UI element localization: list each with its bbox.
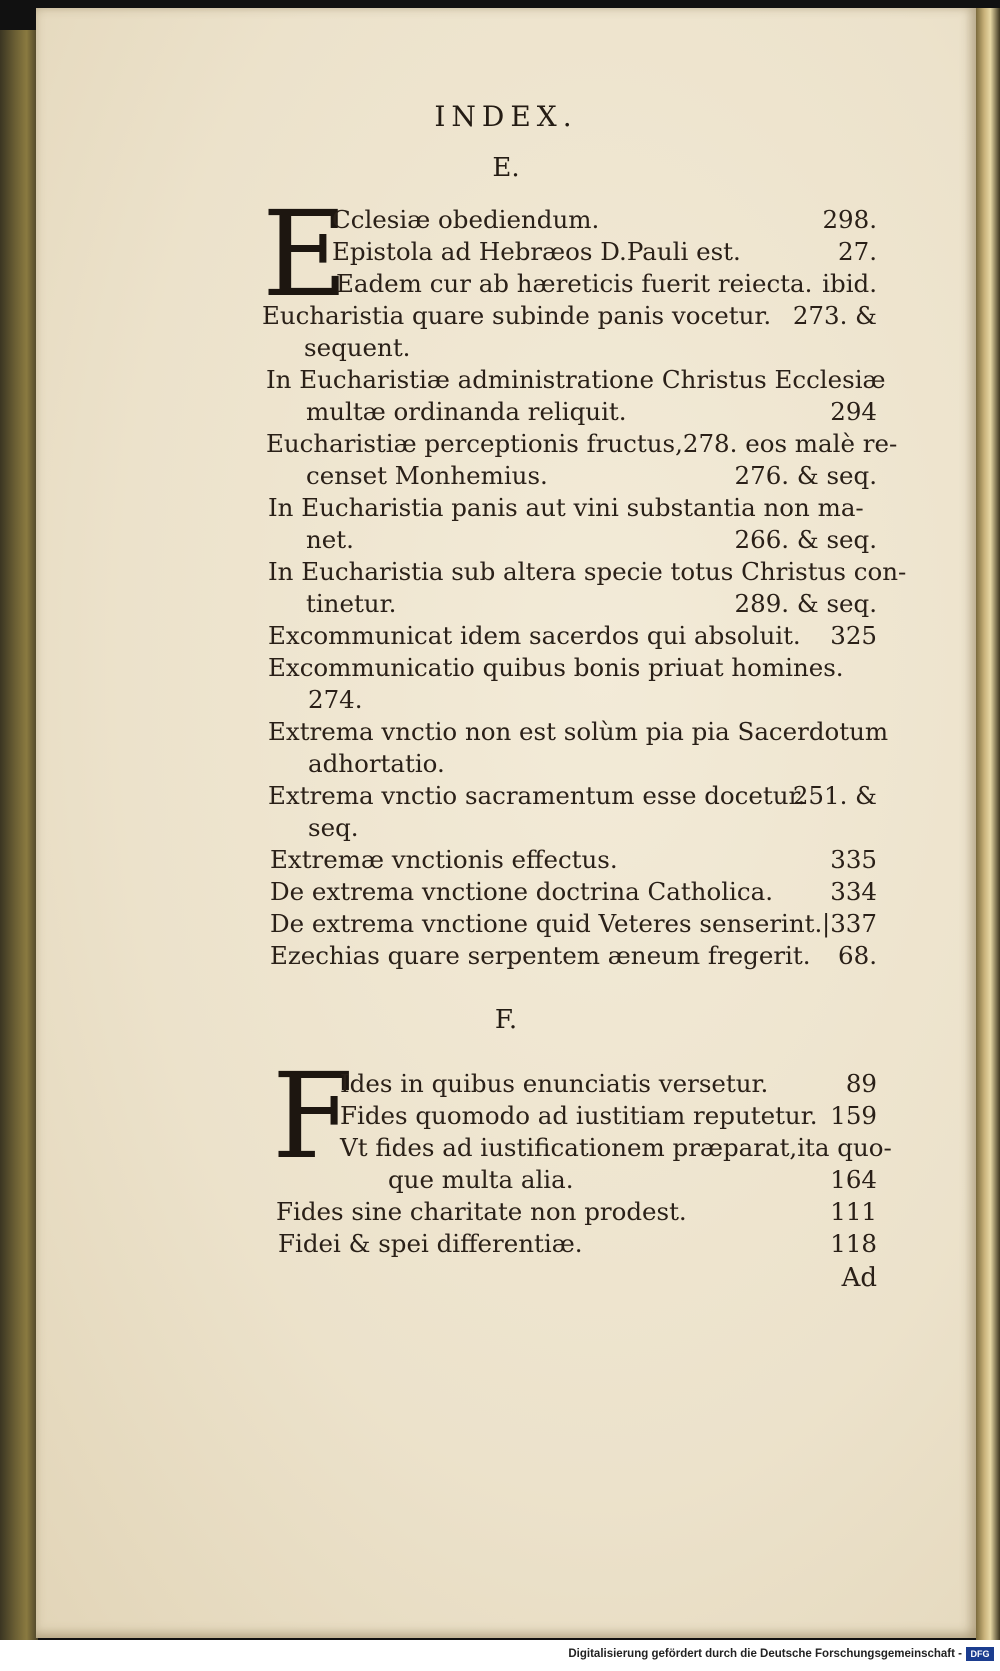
book-page <box>36 8 976 1638</box>
index-entry: adhortatio. <box>308 749 445 778</box>
index-entry: Eadem cur ab hæreticis fuerit reiecta. ibid. <box>336 269 877 298</box>
index-entry: que multa alia. 164 <box>388 1165 877 1194</box>
index-entry: Vt fides ad iustificationem præparat,ita quo- <box>340 1133 892 1162</box>
index-entry: Eucharistiæ perceptionis fructus,278. eos malè re- <box>266 429 898 458</box>
index-entry: seq. <box>308 813 359 842</box>
dfg-logo: DFG <box>966 1647 994 1661</box>
index-entry: In Eucharistia sub altera specie totus Christus con- <box>268 557 907 586</box>
index-entry: Fides quomodo ad iustitiam reputetur. 159 <box>340 1101 877 1130</box>
index-entry: De extrema vnctione doctrina Catholica. 334 <box>270 877 877 906</box>
running-head: INDEX. <box>434 100 578 133</box>
index-entry: multæ ordinanda reliquit. 294 <box>306 397 877 426</box>
catchword: Ad <box>841 1263 877 1293</box>
index-entry: tinetur. 289. & seq. <box>306 589 877 618</box>
index-entry: sequent. <box>304 333 411 362</box>
footer-credit: Digitalisierung gefördert durch die Deutsche Forschungsgemeinschaft - <box>568 1648 962 1660</box>
index-entry: censet Monhemius. 276. & seq. <box>306 461 877 490</box>
index-entry: In Eucharistiæ administratione Christus Ecclesiæ <box>266 365 886 394</box>
index-entry: Extremæ vnctionis effectus. 335 <box>270 845 877 874</box>
index-entry: Eucharistia quare subinde panis vocetur. 273. & <box>262 301 877 330</box>
index-entry: Fidei & spei differentiæ. 118 <box>278 1229 877 1258</box>
index-entry: Epistola ad Hebræos D.Pauli est. 27. <box>332 237 877 266</box>
index-entry: Extrema vnctio non est solùm pia pia Sacerdotum <box>268 717 889 746</box>
index-entry: In Eucharistia panis aut vini substantia non ma- <box>268 493 864 522</box>
index-entry: 274. <box>308 685 363 714</box>
index-entry: De extrema vnctione quid Veteres senserint. |337 <box>270 909 877 938</box>
initial-letter-e: E <box>262 185 349 323</box>
index-entry: Extrema vnctio sacramentum esse docetur. 251. & <box>268 781 877 810</box>
index-entry: Excommunicat idem sacerdos qui absoluit. 325 <box>268 621 877 650</box>
section-heading-f: F. <box>494 1005 518 1035</box>
page-edge <box>976 8 1000 1640</box>
book-spine-edge <box>0 30 38 1640</box>
index-entry: Fides sine charitate non prodest. 111 <box>276 1197 877 1226</box>
index-entry: Ezechias quare serpentem æneum fregerit. 68. <box>270 941 877 970</box>
initial-letter-f: F <box>272 1047 354 1185</box>
section-heading-e: E. <box>492 153 520 183</box>
index-entry: Cclesiæ obediendum. 298. <box>332 205 877 234</box>
digitization-footer <box>0 1641 1000 1671</box>
index-entry: Ides in quibus enunciatis versetur. 89 <box>340 1069 877 1098</box>
index-entry: net. 266. & seq. <box>306 525 877 554</box>
index-entry: Excommunicatio quibus bonis priuat homines. <box>268 653 844 682</box>
